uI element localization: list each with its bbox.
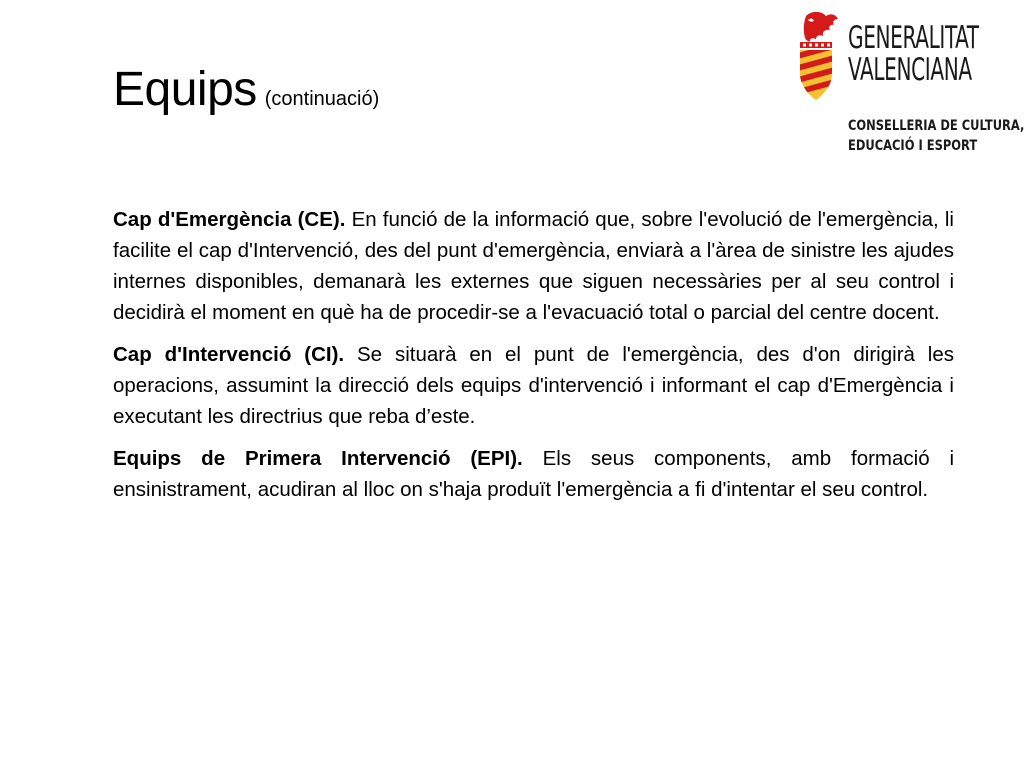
- logo-department-line2: EDUCACIÓ I ESPORT: [848, 138, 978, 154]
- logo-department-line1: CONSELLERIA DE CULTURA,: [848, 118, 1024, 134]
- slide-body: [113, 204, 954, 516]
- generalitat-bat-crest-icon: [794, 10, 842, 102]
- slide-title-subtitle: (continuació): [264, 88, 380, 110]
- paragraph-lead: Cap d'Emergència (CE).: [113, 208, 346, 231]
- paragraph-lead: Cap d'Intervenció (CI).: [113, 343, 345, 366]
- slide-title: [113, 63, 380, 116]
- paragraph-text: Els seus components, amb formació i ensinistrament, acudiran al lloc on s'haja produït l'emergència a fi d'intentar el seu control.: [113, 447, 954, 501]
- paragraph-cap-intervencio: [113, 339, 954, 432]
- paragraph-lead: Equips de Primera Intervenció (EPI).: [113, 447, 523, 470]
- paragraph-text: En funció de la informació que, sobre l'evolució de l'emergència, li facilite el cap d'Intervenció, des del punt d'emergència, enviarà a l'àrea de sinistre les ajudes internes disponibles, demanarà les externes que siguen necessàries per al seu control i decidirà el moment en què ha de procedir-se a l'evacuació total o parcial del centre docent.: [113, 208, 954, 324]
- logo-name-line1: GENERALITAT: [848, 20, 979, 56]
- slide-title-main: Equips: [113, 63, 257, 116]
- logo-name: [848, 20, 979, 88]
- logo-department: [848, 116, 1024, 156]
- paragraph-equips-primera-intervencio: [113, 443, 954, 505]
- generalitat-logo: [794, 10, 1024, 160]
- paragraph-cap-emergencia: [113, 204, 954, 328]
- logo-name-line2: VALENCIANA: [848, 52, 972, 88]
- paragraph-text: Se situarà en el punt de l'emergència, des d'on dirigirà les operacions, assumint la direcció dels equips d'intervenció i informant el cap d'Emergència i executant les directrius que reba d’este.: [113, 343, 955, 428]
